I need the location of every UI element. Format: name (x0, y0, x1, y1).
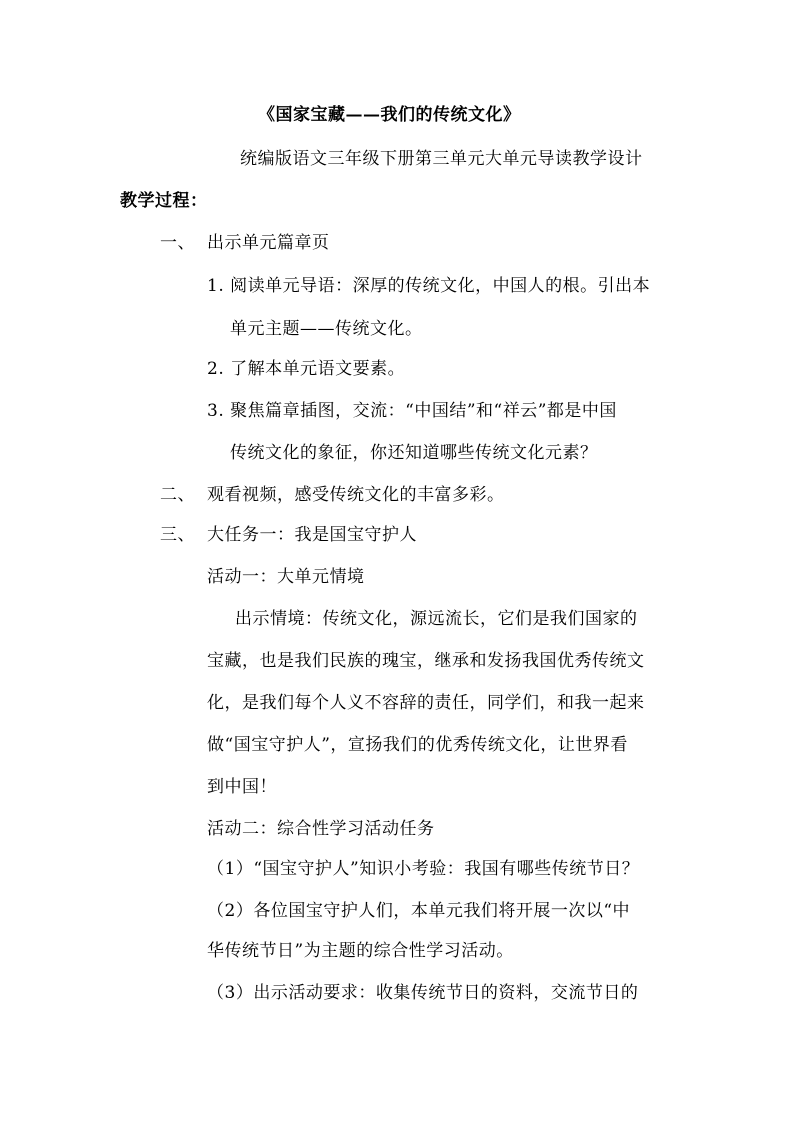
activity-2-title: 活动二：综合性学习活动任务 (207, 819, 435, 839)
section-1-item-3-line-2: 传统文化的象征，你还知道哪些传统文化元素？ (230, 443, 598, 463)
section-1-title: 出示单元篇章页 (207, 233, 330, 253)
activity-2-task-line: （3）出示活动要求：收集传统节日的资料，交流节日的 (207, 983, 639, 1003)
activity-1-title: 活动一：大单元情境 (207, 567, 365, 587)
section-1-number: 一、 (160, 233, 195, 253)
activity-1-paragraph-line: 出示情境：传统文化，源远流长，它们是我们国家的 (235, 609, 638, 629)
document-title: 《国家宝藏——我们的传统文化》 (258, 105, 521, 125)
section-3-title: 大任务一：我是国宝守护人 (207, 525, 417, 545)
activity-1-paragraph-line: 到中国！ (207, 777, 277, 797)
process-heading: 教学过程： (120, 191, 208, 211)
activity-1-paragraph-line: 做“国宝守护人”，宣扬我们的优秀传统文化，让世界看 (207, 735, 628, 755)
activity-1-paragraph-line: 宝藏，也是我们民族的瑰宝，继承和发扬我国优秀传统文 (207, 651, 645, 671)
document-subtitle: 统编版语文三年级下册第三单元大单元导读教学设计 (240, 149, 643, 169)
activity-1-paragraph-line: 化，是我们每个人义不容辞的责任，同学们，和我一起来 (207, 693, 645, 713)
section-1-item-1-line-2: 单元主题——传统文化。 (230, 319, 423, 339)
activity-2-task-line: 华传统节日”为主题的综合性学习活动。 (207, 941, 514, 961)
activity-2-task-line: （1）“国宝守护人”知识小考验：我国有哪些传统节日？ (207, 859, 640, 879)
section-1-item-1-line-1: 1. 阅读单元导语：深厚的传统文化，中国人的根。引出本 (207, 276, 651, 296)
activity-2-task-line: （2）各位国宝守护人们，本单元我们将开展一次以“中 (207, 901, 631, 921)
section-1-item-3-line-1: 3. 聚焦篇章插图，交流：“中国结”和“祥云”都是中国 (207, 401, 617, 421)
section-2-number: 二、 (160, 485, 195, 505)
section-1-item-2: 2. 了解本单元语文要素。 (207, 359, 406, 379)
section-3-number: 三、 (160, 525, 195, 545)
section-2-title: 观看视频，感受传统文化的丰富多彩。 (207, 485, 505, 505)
